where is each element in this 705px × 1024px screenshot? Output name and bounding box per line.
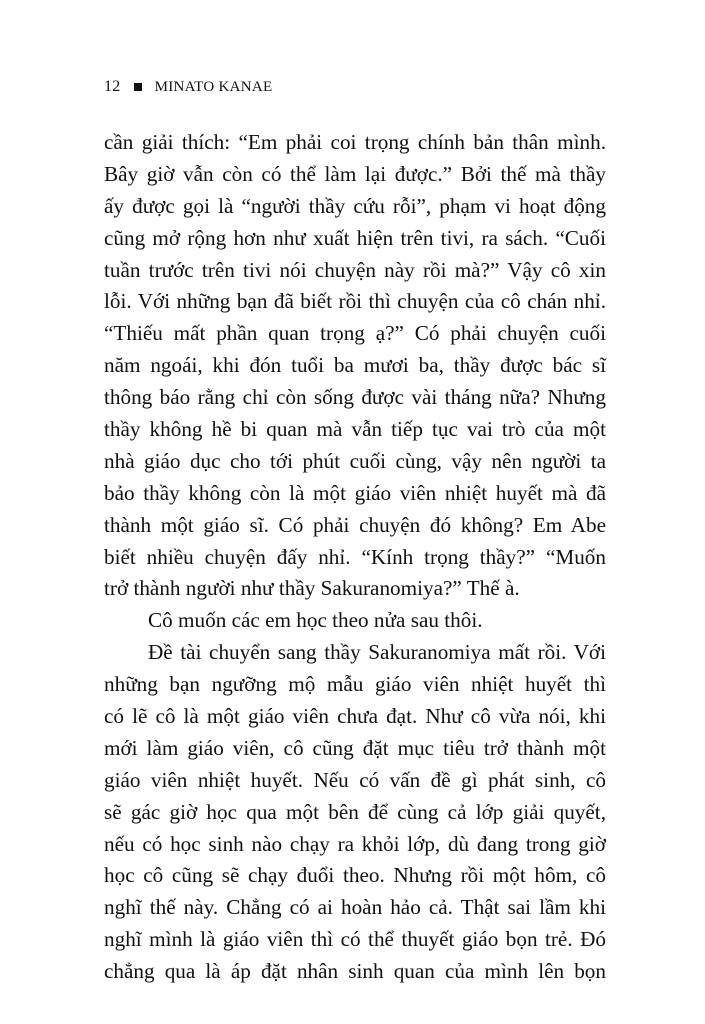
text-line: chẳng qua là áp đặt nhân sinh quan của mình lên bọn (104, 959, 606, 984)
paragraph-start-line: Cô muốn các em học theo nửa sau thôi. (148, 608, 483, 633)
text-line: biết nhiều chuyện đấy nhỉ. “Kính trọng thầy?” “Muốn (104, 544, 606, 569)
text-line: những bạn ngưỡng mộ mẫu giáo viên nhiệt huyết thì (104, 672, 606, 697)
text-line: thông báo rằng chỉ còn sống được vài tháng nữa? Nhưng (104, 385, 606, 410)
paragraph-start-line: Đề tài chuyển sang thầy Sakuranomiya mất rồi. Với (148, 640, 606, 665)
square-separator-icon (134, 83, 142, 91)
text-line: lỗi. Với những bạn đã biết rồi thì chuyện của cô chán nhỉ. (104, 289, 606, 314)
text-line: học cô cũng sẽ chạy đuổi theo. Nhưng rồi một hôm, cô (104, 863, 606, 888)
text-line: sẽ gác giờ học qua một bên để cùng cả lớp giải quyết, (104, 799, 606, 824)
text-line: nghĩ thế này. Chẳng có ai hoàn hảo cả. Thật sai lầm khi (104, 895, 606, 920)
text-line: năm ngoái, khi đón tuổi ba mươi ba, thầy được bác sĩ (104, 353, 606, 378)
text-line: bảo thầy không còn là một giáo viên nhiệt huyết mà đã (104, 480, 606, 505)
author-name: MINATO KANAE (154, 78, 273, 95)
text-line: mới làm giáo viên, cô cũng đặt mục tiêu trở thành một (104, 735, 606, 760)
text-line: giáo viên nhiệt huyết. Nếu có vấn đề gì phát sinh, cô (104, 767, 606, 792)
text-line: nếu có học sinh nào chạy ra khỏi lớp, dù đang trong giờ (104, 831, 606, 856)
text-line: thành một giáo sĩ. Có phải chuyện đó không? Em Abe (104, 512, 606, 537)
text-line: nhà giáo dục cho tới phút cuối cùng, vậy nên người ta (104, 448, 606, 473)
running-header (104, 78, 273, 96)
text-line: thầy không hề bi quan mà vẫn tiếp tục vai trò của một (104, 417, 606, 442)
text-line: cũng mở rộng hơn như xuất hiện trên tivi, ra sách. “Cuối (104, 225, 606, 250)
text-line: nghĩ mình là giáo viên thì có thể thuyết giáo bọn trẻ. Đó (104, 927, 606, 952)
text-line: tuần trước trên tivi nói chuyện này rồi mà?” Vậy cô xin (104, 257, 606, 282)
text-line: ấy được gọi là “người thầy cứu rỗi”, phạm vi hoạt động (104, 193, 606, 218)
body-text (104, 127, 606, 988)
text-line: cần giải thích: “Em phải coi trọng chính bản thân mình. (104, 130, 606, 154)
text-line: Bây giờ vẫn còn có thể làm lại được.” Bởi thế mà thầy (104, 161, 606, 186)
page-number: 12 (104, 78, 121, 95)
text-line: trở thành người như thầy Sakuranomiya?” Thế à. (104, 576, 520, 601)
text-line: “Thiếu mất phần quan trọng ạ?” Có phải chuyện cuối (104, 321, 606, 346)
text-line: có lẽ cô là một giáo viên chưa đạt. Như cô vừa nói, khi (104, 704, 606, 729)
